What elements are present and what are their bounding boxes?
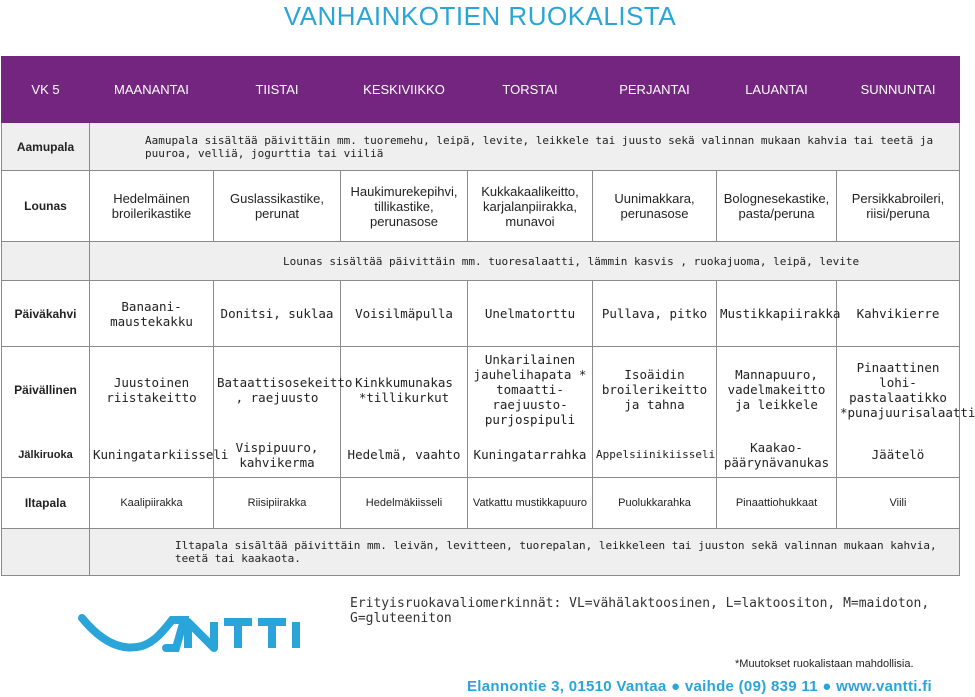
lounas-note-row: [2, 242, 960, 281]
paivallinen-cell: Kinkkumunakas *tillikurkut: [341, 347, 468, 433]
iltapala-cell: Puolukkarahka: [593, 478, 717, 529]
iltapala-cell: Riisipiirakka: [214, 478, 341, 529]
jalkiruoka-cell: Vispipuuro, kahvikerma: [214, 433, 341, 478]
iltapala-cell: Hedelmäkiisseli: [341, 478, 468, 529]
iltapala-note-row: [2, 529, 960, 576]
jalkiruoka-cell: Kuningatarkiisseli: [90, 433, 214, 478]
row-label-iltapala: Iltapala: [2, 478, 90, 529]
lounas-cell: Haukimurekepihvi, tillikastike, perunasose: [341, 171, 468, 242]
paivakahvi-cell: Donitsi, suklaa: [214, 281, 341, 347]
paivallinen-cell: Pinaattinen lohi-pastalaatikko *punajuurisalaatti: [837, 347, 960, 433]
header-day: SUNNUNTAI: [837, 57, 960, 123]
paivakahvi-cell: Kahvikierre: [837, 281, 960, 347]
paivakahvi-cell: Banaani-maustekakku: [90, 281, 214, 347]
paivakahvi-cell: Unelmatorttu: [468, 281, 593, 347]
vantti-logo: [80, 608, 310, 656]
paivallinen-cell: Mannapuuro, vadelmakeitto ja leikkele: [717, 347, 837, 433]
header-day: MAANANTAI: [90, 57, 214, 123]
row-label-aamupala: Aamupala: [2, 123, 90, 171]
paivallinen-cell: Isoäidin broilerikeitto ja tahna: [593, 347, 717, 433]
iltapala-cell: Kaalipiirakka: [90, 478, 214, 529]
lounas-row: [2, 171, 960, 242]
changes-note: *Muutokset ruokalistaan mahdollisia.: [735, 658, 914, 670]
iltapala-cell: Vatkattu mustikkapuuro: [468, 478, 593, 529]
header-day: TIISTAI: [214, 57, 341, 123]
jalkiruoka-cell: Hedelmä, vaahto: [341, 433, 468, 478]
row-label-paivallinen: Päivällinen: [2, 347, 90, 433]
header-day: PERJANTAI: [593, 57, 717, 123]
lounas-cell: Hedelmäinen broilerikastike: [90, 171, 214, 242]
jalkiruoka-cell: Appelsiinikiisseli: [593, 433, 717, 478]
row-label-paivakahvi: Päiväkahvi: [2, 281, 90, 347]
paivallinen-cell: Bataattisosekeitto , raejuusto: [214, 347, 341, 433]
lounas-note: Lounas sisältää päivittäin mm. tuoresalaatti, lämmin kasvis , ruokajuoma, leipä, levite: [90, 242, 960, 281]
header-week: VK 5: [2, 57, 90, 123]
footer-contact: Elannontie 3, 01510 Vantaa ● vaihde (09) 839 11 ● www.vantti.fi: [467, 678, 932, 695]
jalkiruoka-cell: Kuningatarrahka: [468, 433, 593, 478]
header-day: TORSTAI: [468, 57, 593, 123]
iltapala-cell: Pinaattiohukkaat: [717, 478, 837, 529]
paivakahvi-cell: Pullava, pitko: [593, 281, 717, 347]
paivakahvi-row: [2, 281, 960, 347]
row-label-jalkiruoka: Jälkiruoka: [2, 433, 90, 478]
row-label-lounas: Lounas: [2, 171, 90, 242]
lounas-cell: Kukkakaalikeitto, karjalanpiirakka, munavoi: [468, 171, 593, 242]
lounas-cell: Bolognesekastike, pasta/peruna: [717, 171, 837, 242]
header-row: [2, 57, 960, 123]
diet-legend: Erityisruokavaliomerkinnät: VL=vähälaktoosinen, L=laktoositon, M=maidoton, G=gluteeniton: [350, 596, 930, 626]
jalkiruoka-cell: Jäätelö: [837, 433, 960, 478]
iltapala-note: Iltapala sisältää päivittäin mm. leivän, levitteen, tuorepalan, leikkeleen tai juuston sekä valinnan mukaan kahvia, teetä tai kaakaota.: [90, 529, 960, 576]
lounas-cell: Uunimakkara, perunasose: [593, 171, 717, 242]
aamupala-text: Aamupala sisältää päivittäin mm. tuoremehu, leipä, levite, leikkele tai juusto sekä valinnan mukaan kahvia tai teetä ja puuroa, velliä, jogurttia tai viiliä: [90, 123, 960, 171]
jalkiruoka-cell: Kaakao-päärynävanukas: [717, 433, 837, 478]
lounas-cell: Guslassikastike, perunat: [214, 171, 341, 242]
paivallinen-row: [2, 347, 960, 433]
iltapala-row: [2, 478, 960, 529]
header-day: KESKIVIIKKO: [341, 57, 468, 123]
paivakahvi-cell: Voisilmäpulla: [341, 281, 468, 347]
paivallinen-cell: Unkarilainen jauhelihapata * tomaatti-raejuusto-purjospipuli: [468, 347, 593, 433]
aamupala-row: [2, 123, 960, 171]
page-title: VANHAINKOTIEN RUOKALISTA: [283, 1, 677, 31]
jalkiruoka-row: [2, 433, 960, 478]
lounas-cell: Persikkabroileri, riisi/peruna: [837, 171, 960, 242]
iltapala-cell: Viili: [837, 478, 960, 529]
header-day: LAUANTAI: [717, 57, 837, 123]
menu-table: [1, 56, 975, 576]
paivakahvi-cell: Mustikkapiirakka: [717, 281, 837, 347]
paivallinen-cell: Juustoinen riistakeitto: [90, 347, 214, 433]
